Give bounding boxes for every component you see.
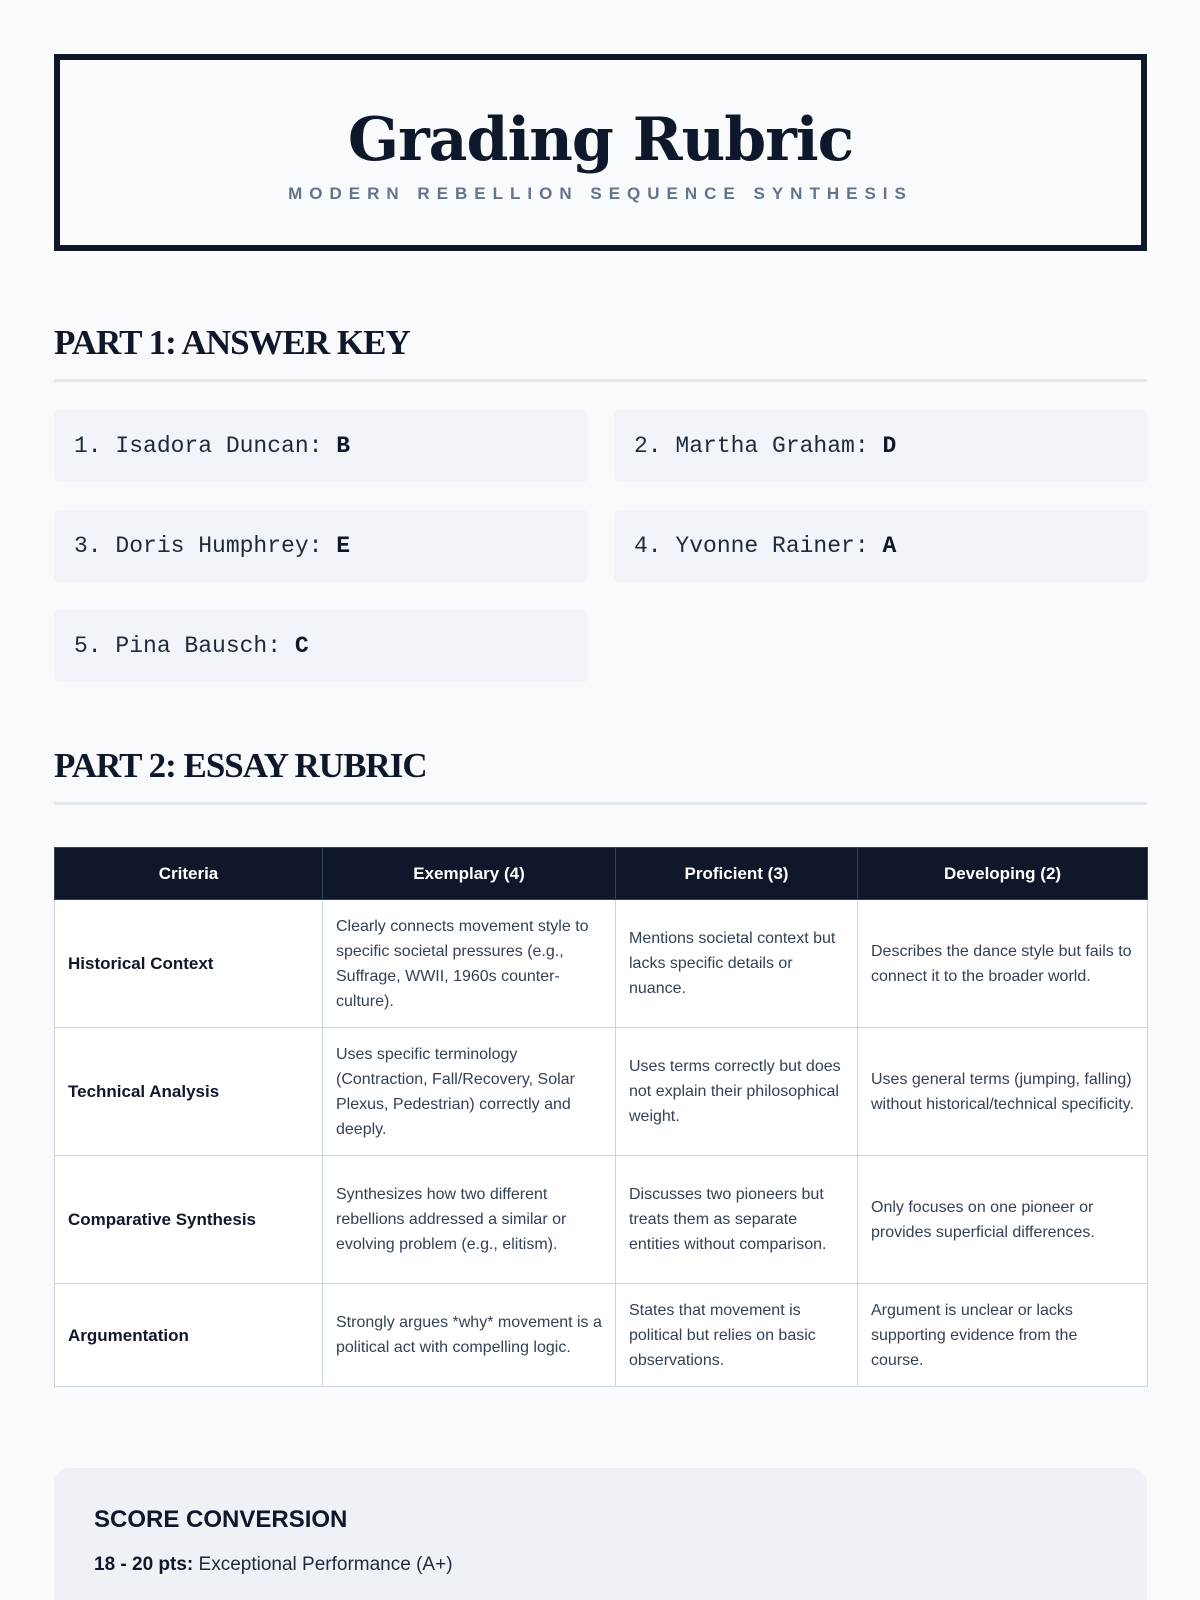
developing-cell: Describes the dance style but fails to connect it to the broader world. [858, 900, 1148, 1028]
column-header: Criteria [55, 848, 323, 900]
answer-key-grid [54, 410, 1147, 682]
exemplary-cell: Strongly argues *why* movement is a political act with compelling logic. [323, 1284, 616, 1387]
answer-label: 5. Pina Bausch: [74, 633, 295, 659]
criteria-cell: Comparative Synthesis [55, 1156, 323, 1284]
document-subtitle: MODERN REBELLION SEQUENCE SYNTHESIS [288, 184, 913, 203]
exemplary-cell: Synthesizes how two different rebellions addressed a similar or evolving problem (e.g., elitism). [323, 1156, 616, 1284]
developing-cell: Uses general terms (jumping, falling) without historical/technical specificity. [858, 1028, 1148, 1156]
column-header: Exemplary (4) [323, 848, 616, 900]
table-row [55, 900, 1148, 1028]
answer-letter: C [294, 633, 309, 659]
answer-label: 3. Doris Humphrey: [74, 533, 337, 559]
proficient-cell: Mentions societal context but lacks specific details or nuance. [616, 900, 858, 1028]
score-line [94, 1554, 1107, 1576]
developing-cell: Only focuses on one pioneer or provides superficial differences. [858, 1156, 1148, 1284]
title-box [54, 54, 1147, 251]
score-range: 18 - 20 pts: [94, 1554, 194, 1575]
answer-card [54, 510, 587, 582]
score-description: Exceptional Performance (A+) [193, 1554, 453, 1575]
criteria-cell: Historical Context [55, 900, 323, 1028]
criteria-cell: Technical Analysis [55, 1028, 323, 1156]
table-row [55, 1156, 1148, 1284]
exemplary-cell: Clearly connects movement style to specific societal pressures (e.g., Suffrage, WWII, 1960s counter-culture). [323, 900, 616, 1028]
proficient-cell: States that movement is political but relies on basic observations. [616, 1284, 858, 1387]
score-conversion-box [54, 1468, 1147, 1600]
answer-label: 4. Yvonne Rainer: [634, 533, 883, 559]
proficient-cell: Discusses two pioneers but treats them as separate entities without comparison. [616, 1156, 858, 1284]
criteria-cell: Argumentation [55, 1284, 323, 1387]
proficient-cell: Uses terms correctly but does not explain their philosophical weight. [616, 1028, 858, 1156]
answer-label: 2. Martha Graham: [634, 433, 883, 459]
answer-card [54, 610, 587, 682]
developing-cell: Argument is unclear or lacks supporting evidence from the course. [858, 1284, 1148, 1387]
rubric-document [54, 54, 1147, 1600]
part1-heading: PART 1: ANSWER KEY [54, 323, 1147, 382]
answer-letter: A [882, 533, 897, 559]
answer-letter: B [336, 433, 351, 459]
answer-letter: E [336, 533, 351, 559]
answer-card [54, 410, 587, 482]
column-header: Developing (2) [858, 848, 1148, 900]
table-row [55, 1284, 1148, 1387]
column-header: Proficient (3) [616, 848, 858, 900]
exemplary-cell: Uses specific terminology (Contraction, Fall/Recovery, Solar Plexus, Pedestrian) correctly and deeply. [323, 1028, 616, 1156]
table-row [55, 1028, 1148, 1156]
answer-card [614, 510, 1147, 582]
score-conversion-heading: SCORE CONVERSION [94, 1506, 348, 1533]
part2-heading: PART 2: ESSAY RUBRIC [54, 746, 1147, 805]
answer-card [614, 410, 1147, 482]
answer-label: 1. Isadora Duncan: [74, 433, 337, 459]
answer-letter: D [882, 433, 897, 459]
essay-rubric-table [54, 847, 1148, 1387]
document-title: Grading Rubric [347, 105, 854, 175]
table-header-row [55, 848, 1148, 900]
